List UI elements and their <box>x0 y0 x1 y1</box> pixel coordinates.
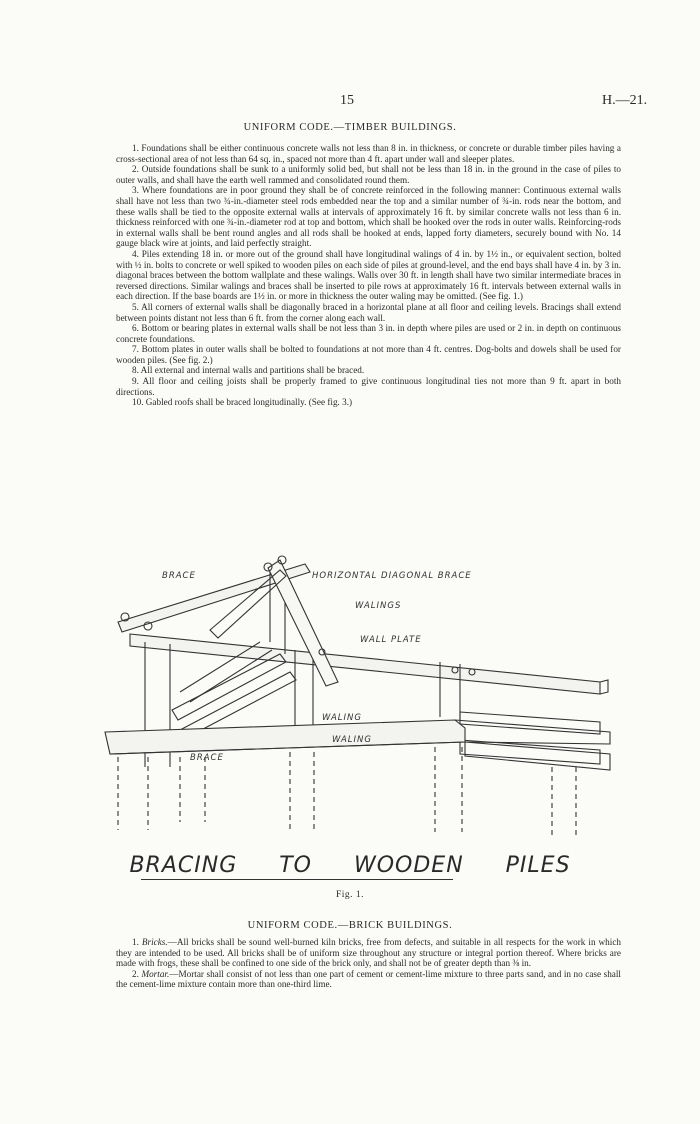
bracing-drawing <box>100 542 620 842</box>
bricks-text: —All bricks shall be sound well-burned kiln bricks, free from defects, and suitable in all respects for the work in which they are intended to be used. All bricks shall be of uniform size throughout any structure or integral portion thereof. Where bricks are made with frogs, these shall be confined to one side of the brick only, and shall not be of greater depth than ⅜ in. <box>116 937 621 969</box>
brick-paragraphs <box>116 937 621 990</box>
timber-clause-7: 7. Bottom plates in outer walls shall be bolted to foundations at not more than 4 ft. centres. Dog-bolts and dowels shall be used for wooden piles. (See fig. 2.) <box>116 344 621 365</box>
bracing-figure <box>100 542 620 842</box>
mortar-term: Mortar. <box>141 968 170 979</box>
timber-paragraphs <box>116 143 621 408</box>
timber-clause-9: 9. All floor and ceiling joists shall be properly framed to give continuous longitudinal ties not more than 9 ft. apart in both directions. <box>116 376 621 397</box>
figure-caption: BRACING TO WOODEN PILES <box>129 853 571 878</box>
brace-top-label: BRACE <box>162 571 196 581</box>
timber-clause-1: 1. Foundations shall be either continuous concrete walls not less than 8 in. in thickness, or concrete or durable timber piles having a cross-sectional area of not less than 64 sq. in., spaced not more than 4 ft. apart under wall and sleeper plates. <box>116 143 621 164</box>
timber-heading: UNIFORM CODE.—TIMBER BUILDINGS. <box>243 122 457 133</box>
timber-clause-5: 5. All corners of external walls shall be diagonally braced in a horizontal plane at all floor and ceiling levels. Bracings shall extend between points distant not less than 6 ft. from the corner along each wall. <box>116 301 621 323</box>
brick-heading: UNIFORM CODE.—BRICK BUILDINGS. <box>247 920 453 931</box>
bricks-term: Bricks. <box>141 937 168 947</box>
timber-clause-10: 10. Gabled roofs shall be braced longitudinally. (See fig. 3.) <box>132 397 353 408</box>
wall-plate-label: WALL PLATE <box>360 635 422 645</box>
brick-clause-1: 1. Bricks.—All bricks shall be sound well-burned kiln bricks, free from defects, and suitable in all respects for the work in which they are intended to be used. All bricks shall be of uniform size throughout any structure or integral portion thereof. Where bricks are made with frogs, these shall be confined to one side of the brick only, and shall not be of greater depth than ⅜ in. <box>116 937 621 969</box>
timber-clause-8: 8. All external and internal walls and partitions shall be braced. <box>132 365 365 376</box>
page-number: 15 <box>340 93 354 108</box>
timber-clause-3: 3. Where foundations are in poor ground they shall be of concrete reinforced in the following manner: Continuous external walls shall have not less than two ¾-in.-diameter steel rods embedded near the top and a similar number of ¾-in. rods near the bottom, and these walls shall be tied to the opposite external walls at intervals of approximately 16 ft. by similar concrete walls not less than 6 in. thickness reinforced with one ¾-in.-diameter rod at top and bottom, which shall be hooked over the rods in outer walls. Reinforcing-rods in external walls shall be bent round angles and all rods shall be hooked at ends, lapped forty diameters, securely bound with No. 14 gauge black wire at joints, and laid perfectly straight. <box>116 185 621 249</box>
walings-top-label: WALINGS <box>355 601 402 611</box>
brick-clause-2: 2. Mortar.—Mortar shall consist of not less than one part of cement or cement-lime mixture to three parts sand, and in no case shall the cement-lime mixture contain more than one-third lime. <box>116 968 621 990</box>
figure-number: Fig. 1. <box>335 890 365 900</box>
caption-underline <box>141 879 453 880</box>
waling-label-2: WALING <box>332 735 372 745</box>
waling-label-1: WALING <box>322 713 362 723</box>
timber-clause-2: 2. Outside foundations shall be sunk to a uniformly solid bed, but shall not be less than 18 in. in the ground in the case of piles to outer walls, and shall have the earth well rammed and consolidated round them. <box>116 164 621 185</box>
timber-clause-4: 4. Piles extending 18 in. or more out of the ground shall have longitudinal walings of 4 in. by 1½ in., or equivalent section, bolted with ½ in. bolts to concrete or well spiked to wooden piles on each side of piles at ground-level, and the end bays shall have 4 in. by 3 in. diagonal braces between the bottom wallplate and these walings. Walls over 30 ft. in length shall have two similar intermediate braces in reversed directions. Similar walings and braces shall be inserted to pile rows at approximately 16 ft. intervals between external walls in each direction. If the base boards are 1½ in. or more in thickness the outer waling may be omitted. (See fig. 1.) <box>116 248 621 302</box>
brace-bottom-label: BRACE <box>190 753 224 763</box>
timber-clause-6: 6. Bottom or bearing plates in external walls shall be not less than 3 in. in depth where piles are used or 2 in. in depth on continuous concrete foundations. <box>116 323 621 344</box>
horizontal-diagonal-brace-label: HORIZONTAL DIAGONAL BRACE <box>312 571 472 581</box>
document-code: H.—21. <box>602 93 648 108</box>
mortar-text: —Mortar shall consist of not less than one part of cement or cement-lime mixture to three parts sand, and in no case shall the cement-lime mixture contain more than one-third lime. <box>116 968 621 990</box>
